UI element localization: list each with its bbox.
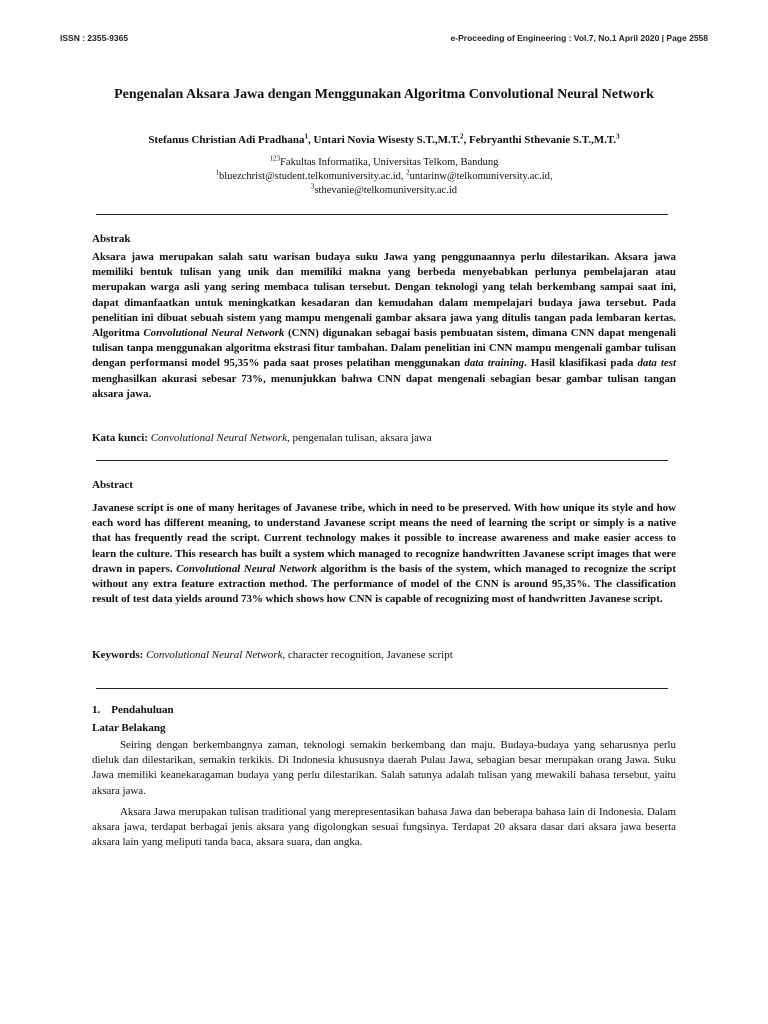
email-3-sup: 3 — [310, 182, 315, 191]
email-3: sthevanie@telkomuniversity.ac.id — [314, 185, 458, 196]
subsection-heading: Latar Belakang — [92, 722, 166, 734]
abstract-text: Javanese script is one of many heritages of Javanese tribe, which in need to be preserved. With how unique its style and how each word has different meaning, to understand Javanese script means the need of learning the script or simply is a native that has frequently read the script. Current technology makes it possible to increase awareness and make easier access to learn the culture. This research has built a system which managed to recognize handwritten Javanese script images that were drawn in papers. Convolutional Neural Network algorithm is the basis of the system, which managed to recognize the script without any extra feature extraction method. The performance of model of the CNN is around 95,35%. The classification result of test data yields around 73% which shows how CNN is capable of recognizing most of handwritten Javanese script. — [92, 502, 676, 606]
abstract-heading: Abstract — [92, 479, 133, 491]
abstrak-heading: Abstrak — [92, 233, 131, 245]
author-3-sup: 3 — [616, 132, 620, 141]
divider-middle — [96, 460, 668, 461]
email-1-sup: 1 — [215, 168, 219, 177]
keywords: Keywords: Convolutional Neural Network, character recognition, Javanese script — [92, 649, 453, 661]
author-1: Stefanus Christian Adi Pradhana — [148, 134, 305, 146]
divider-bottom — [96, 688, 668, 689]
email-2: untarinw@telkomuniversity.ac.id, — [409, 171, 553, 182]
intro-paragraph-1: Seiring dengan berkembangnya zaman, teknologi semakin berkembang dan maju. Budaya-budaya yang seharusnya perlu dieluk dan dilestarikan, semakin terkikis. Di Indonesia khususnya daerah Pulau Jawa, sebagian besar merupakan orang Jawa. Suku Jawa memiliki keanekaragaman budaya yang perlu dilestarikan. Salah satunya adalah tulisan yang mewakili bahasa tersebut, yaitu aksara jawa. — [92, 739, 676, 797]
affiliation-block — [60, 156, 708, 198]
journal-info: e-Proceeding of Engineering : Vol.7, No.1 April 2020 | Page 2558 — [450, 33, 708, 43]
author-2-sup: 2 — [459, 132, 464, 141]
affiliation: Fakultas Informatika, Universitas Telkom, Bandung — [280, 157, 499, 168]
abstrak-text: Aksara jawa merupakan salah satu warisan budaya suku Jawa yang penggunaannya perlu dilestarikan. Aksara jawa memiliki bentuk tulisan yang unik dan memiliki makna yang berbeda menyebabkan perlunya pembelajaran atau merupakan warga asli yang sering membaca tulisan tersebut. Dengan teknologi yang telah berkembang sampai saat ini, dapat dimanfaatkan untuk meningkatkan kesadaran dan kemudahan dalam mempelajari budaya jawa tersebut. Pada penelitian ini dibuat sebuah sistem yang mampu mengenali gambar aksara jawa yang ditulis tangan pada lembaran kertas. Algoritma Convolutional Neural Network (CNN) digunakan sebagai basis pembuatan sistem, dimana CNN dapat mengenali tulisan tanpa menggunakan algoritma ekstrasi fitur tambahan. Dalam penelitian ini CNN mampu mengenali gambar tulisan dengan performansi model 95,35% pada saat proses pelatihan menggunakan data training. Hasil klasifikasi pada data test menghasilkan akurasi sebesar 73%, menunjukkan bahwa CNN dapat mengenali sebagian besar gambar tulisan tangan aksara jawa. — [92, 251, 677, 400]
author-2: Untari Novia Wisesty S.T.,M.T. — [313, 134, 460, 146]
paper-title: Pengenalan Aksara Jawa dengan Menggunakan Algoritma Convolutional Neural Network — [114, 87, 654, 102]
divider-top — [96, 214, 668, 215]
author-list: Stefanus Christian Adi Pradhana$^1$, Untari Novia Wisesty S.T.,M.T.$^2$, Febryanthi Sthevanie S.T.,M.T.$^3$ — [148, 132, 620, 146]
running-header — [60, 33, 708, 43]
email-2-sup: 2 — [406, 168, 410, 177]
issn: ISSN : 2355-9365 — [60, 33, 129, 43]
section-heading-pendahuluan: 1. Pendahuluan — [92, 704, 174, 716]
intro-paragraph-2: Aksara Jawa merupakan tulisan traditional yang merepresentasikan bahasa Jawa dan beberapa bahasa lain di Indonesia. Dalam aksara jawa, terdapat berbagai jenis aksara yang digolongkan sesuai fungsinya. Terdapat 20 aksara dasar dari aksara jawa beserta aksara lain yang meliputi tanda baca, aksara suara, dan angka. — [92, 806, 676, 849]
email-1: bluezchrist@student.telkomuniversity.ac.id, — [219, 171, 404, 182]
affil-sup: 123 — [269, 154, 281, 163]
kata-kunci: Kata kunci: Convolutional Neural Network, pengenalan tulisan, aksara jawa — [92, 432, 432, 444]
author-1-sup: 1 — [304, 132, 308, 141]
author-3: Febryanthi Sthevanie S.T.,M.T. — [468, 134, 617, 146]
